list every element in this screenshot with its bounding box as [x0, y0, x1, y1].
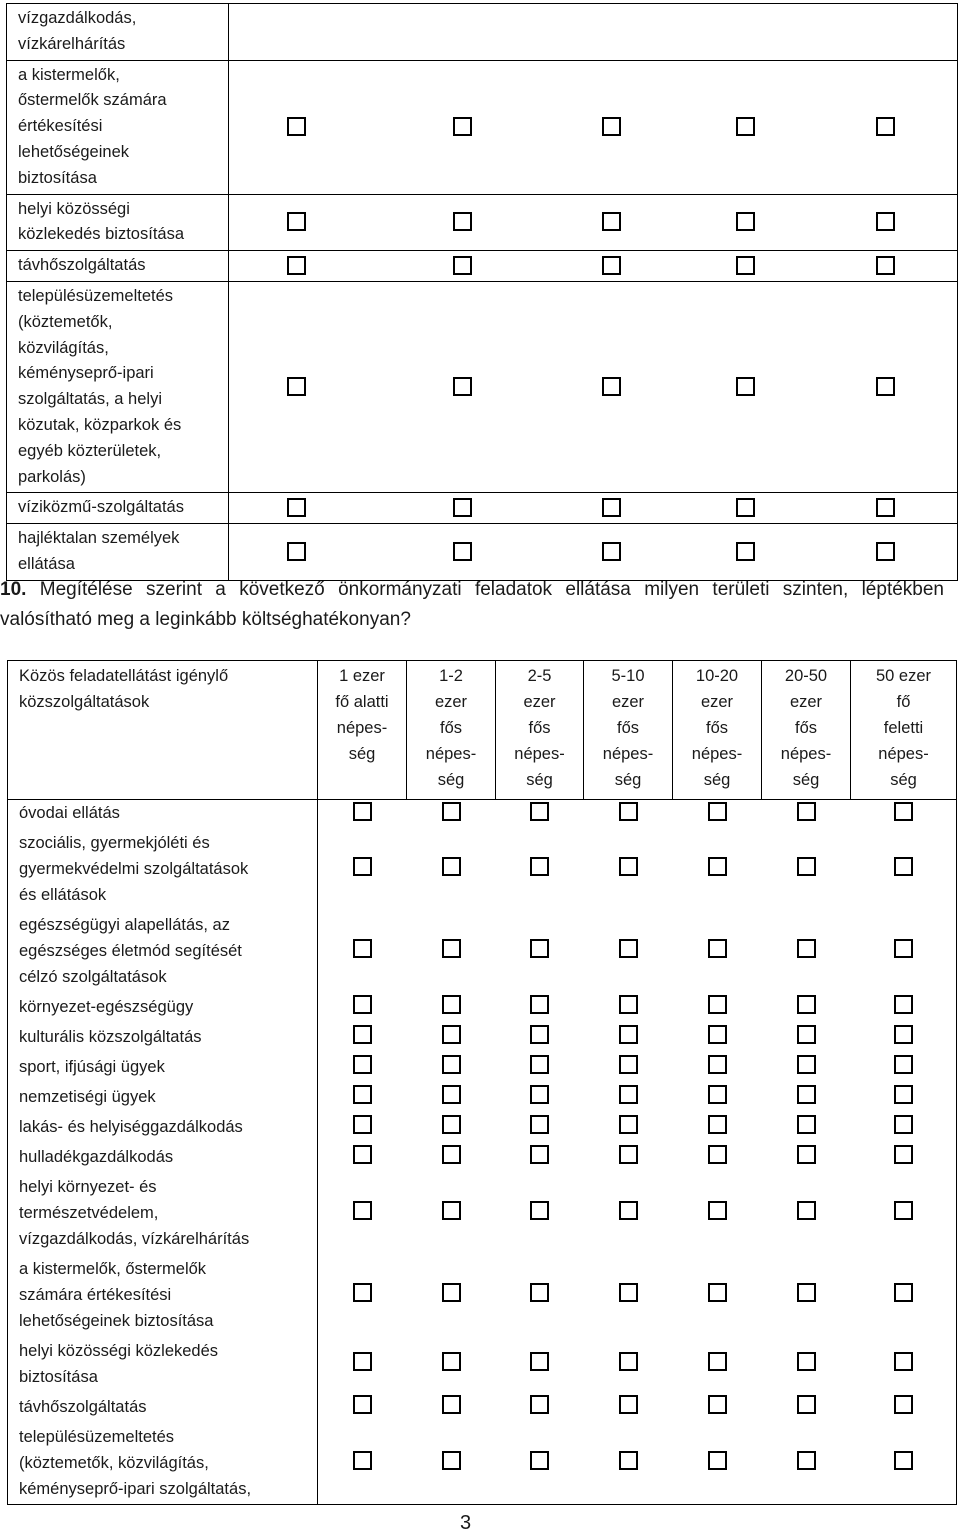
checkbox-group — [229, 281, 958, 492]
option-checkbox[interactable] — [708, 1283, 727, 1302]
table-row — [8, 1082, 957, 1112]
checkbox-cell — [762, 1112, 851, 1142]
checkbox-cell — [496, 1392, 584, 1422]
checkbox-cell — [851, 1022, 957, 1052]
option-checkbox[interactable] — [797, 1145, 816, 1164]
option-checkbox[interactable] — [442, 939, 461, 958]
checkbox-cell — [318, 1254, 407, 1336]
page-number: 3 — [460, 1512, 472, 1534]
option-checkbox[interactable] — [453, 256, 472, 275]
service-label: helyi közösségi közlekedés biztosítása — [8, 1336, 318, 1392]
table-row — [8, 1254, 957, 1336]
option-checkbox[interactable] — [530, 1145, 549, 1164]
option-checkbox[interactable] — [619, 1451, 638, 1470]
option-checkbox[interactable] — [530, 1055, 549, 1074]
option-checkbox[interactable] — [876, 117, 895, 136]
service-table-continued — [6, 3, 958, 581]
option-checkbox[interactable] — [453, 498, 472, 517]
checkbox-cell — [762, 1052, 851, 1082]
service-label: víziközmű-szolgáltatás — [7, 493, 229, 524]
option-checkbox[interactable] — [797, 1085, 816, 1104]
checkbox-cell — [851, 1052, 957, 1082]
checkbox-cell — [496, 1142, 584, 1172]
option-checkbox[interactable] — [353, 1395, 372, 1414]
checkbox-cell — [407, 1254, 496, 1336]
option-checkbox[interactable] — [287, 117, 306, 136]
table-row — [8, 992, 957, 1022]
option-checkbox[interactable] — [353, 1201, 372, 1220]
checkbox-cell — [584, 1022, 673, 1052]
checkbox-cell — [584, 1142, 673, 1172]
question-10 — [0, 575, 944, 635]
checkbox-cell — [407, 1082, 496, 1112]
option-checkbox[interactable] — [797, 857, 816, 876]
checkbox-cell — [762, 1142, 851, 1172]
option-checkbox[interactable] — [353, 1451, 372, 1470]
checkbox-cell — [407, 1422, 496, 1505]
option-checkbox[interactable] — [736, 377, 755, 396]
checkbox-cell — [673, 1052, 762, 1082]
option-checkbox[interactable] — [602, 498, 621, 517]
checkbox-cell — [584, 1172, 673, 1254]
option-checkbox[interactable] — [453, 117, 472, 136]
checkbox-cell — [318, 800, 407, 829]
checkbox-cell — [318, 1336, 407, 1392]
option-checkbox[interactable] — [708, 1395, 727, 1414]
option-checkbox[interactable] — [453, 377, 472, 396]
table-row — [7, 524, 958, 581]
table-row — [8, 1112, 957, 1142]
option-checkbox[interactable] — [619, 1283, 638, 1302]
checkbox-cell — [762, 1082, 851, 1112]
checkbox-cell — [318, 1172, 407, 1254]
option-checkbox[interactable] — [442, 1201, 461, 1220]
checkbox-cell — [496, 910, 584, 992]
checkbox-cell — [851, 1142, 957, 1172]
checkbox-cell — [762, 1022, 851, 1052]
checkbox-cell — [851, 1082, 957, 1112]
service-label: környezet-egészségügy — [8, 992, 318, 1022]
option-checkbox[interactable] — [894, 1395, 913, 1414]
checkbox-cell — [496, 1112, 584, 1142]
checkbox-group — [229, 524, 958, 581]
option-checkbox[interactable] — [353, 1085, 372, 1104]
option-checkbox[interactable] — [797, 1115, 816, 1134]
checkbox-cell — [584, 992, 673, 1022]
option-checkbox[interactable] — [619, 1085, 638, 1104]
checkbox-cell — [407, 1392, 496, 1422]
option-checkbox[interactable] — [797, 995, 816, 1014]
service-label: a kistermelők, őstermelők számára értékesítési lehetőségeinek biztosítása — [7, 60, 229, 194]
option-checkbox[interactable] — [894, 1025, 913, 1044]
checkbox-cell — [407, 1142, 496, 1172]
option-checkbox[interactable] — [708, 1201, 727, 1220]
option-checkbox[interactable] — [708, 1145, 727, 1164]
option-checkbox[interactable] — [619, 1201, 638, 1220]
option-checkbox[interactable] — [797, 1395, 816, 1414]
option-checkbox[interactable] — [602, 256, 621, 275]
option-checkbox[interactable] — [894, 1145, 913, 1164]
service-label: sport, ifjúsági ügyek — [8, 1052, 318, 1082]
option-checkbox[interactable] — [530, 1283, 549, 1302]
checkbox-cell — [673, 1022, 762, 1052]
option-checkbox[interactable] — [353, 995, 372, 1014]
service-label: egészségügyi alapellátás, az egészséges életmód segítését célzó szolgáltatások — [8, 910, 318, 992]
option-checkbox[interactable] — [602, 212, 621, 231]
option-checkbox[interactable] — [797, 1451, 816, 1470]
checkbox-cell — [318, 1422, 407, 1505]
option-checkbox[interactable] — [619, 1352, 638, 1371]
checkbox-cell — [584, 800, 673, 829]
option-checkbox[interactable] — [894, 1055, 913, 1074]
checkbox-cell — [318, 1082, 407, 1112]
option-checkbox[interactable] — [442, 1395, 461, 1414]
checkbox-group — [229, 194, 958, 251]
checkbox-cell — [851, 1254, 957, 1336]
service-label: helyi közösségi közlekedés biztosítása — [7, 194, 229, 251]
checkbox-cell — [318, 1142, 407, 1172]
checkbox-cell — [496, 1422, 584, 1505]
checkbox-cell — [673, 1392, 762, 1422]
option-checkbox[interactable] — [619, 1115, 638, 1134]
option-checkbox[interactable] — [708, 1451, 727, 1470]
header-population-3: 2-5 ezer fős népes- ség — [496, 661, 584, 800]
option-checkbox[interactable] — [353, 1352, 372, 1371]
checkbox-cell — [762, 1172, 851, 1254]
table-row — [8, 1336, 957, 1392]
option-checkbox[interactable] — [530, 857, 549, 876]
option-checkbox[interactable] — [530, 802, 549, 821]
option-checkbox[interactable] — [353, 939, 372, 958]
option-checkbox[interactable] — [797, 1201, 816, 1220]
option-checkbox[interactable] — [353, 1145, 372, 1164]
service-label: településüzemeltetés (köztemetők, közvilágítás, kéményseprő-ipari szolgáltatás, a helyi közutak, közparkok és egyéb közterületek, parkolás) — [7, 281, 229, 492]
service-label: településüzemeltetés (köztemetők, közvilágítás, kéményseprő-ipari szolgáltatás, — [8, 1422, 318, 1505]
option-checkbox[interactable] — [797, 1352, 816, 1371]
service-level-table — [7, 660, 957, 1505]
option-checkbox[interactable] — [530, 1451, 549, 1470]
option-checkbox[interactable] — [708, 1115, 727, 1134]
checkbox-cell — [318, 1112, 407, 1142]
header-population-4: 5-10 ezer fős népes- ség — [584, 661, 673, 800]
option-checkbox[interactable] — [876, 212, 895, 231]
question-number: 10. — [0, 579, 27, 600]
table-row — [7, 60, 958, 194]
table-row — [8, 828, 957, 910]
option-checkbox[interactable] — [708, 1055, 727, 1074]
checkbox-cell — [673, 1142, 762, 1172]
option-checkbox[interactable] — [876, 377, 895, 396]
option-checkbox[interactable] — [442, 857, 461, 876]
option-checkbox[interactable] — [442, 1145, 461, 1164]
option-checkbox[interactable] — [894, 995, 913, 1014]
table-row — [7, 194, 958, 251]
checkbox-cell — [496, 1172, 584, 1254]
table-header-row — [8, 661, 957, 800]
checkbox-cell — [584, 1052, 673, 1082]
table-row — [8, 910, 957, 992]
option-checkbox[interactable] — [353, 857, 372, 876]
table-row — [8, 1052, 957, 1082]
option-checkbox[interactable] — [287, 542, 306, 561]
option-checkbox[interactable] — [894, 802, 913, 821]
checkbox-group — [229, 251, 958, 282]
option-checkbox[interactable] — [876, 498, 895, 517]
checkbox-cell — [762, 800, 851, 829]
checkbox-cell — [762, 1422, 851, 1505]
option-checkbox[interactable] — [442, 802, 461, 821]
option-checkbox[interactable] — [442, 1085, 461, 1104]
option-checkbox[interactable] — [797, 939, 816, 958]
option-checkbox[interactable] — [287, 256, 306, 275]
checkbox-group — [229, 493, 958, 524]
checkbox-cell — [407, 1172, 496, 1254]
checkbox-cell — [407, 910, 496, 992]
option-checkbox[interactable] — [619, 939, 638, 958]
option-checkbox[interactable] — [708, 802, 727, 821]
option-checkbox[interactable] — [353, 1025, 372, 1044]
option-checkbox[interactable] — [894, 1352, 913, 1371]
checkbox-cell — [584, 1112, 673, 1142]
option-checkbox[interactable] — [797, 1055, 816, 1074]
table-row — [7, 493, 958, 524]
checkbox-cell — [673, 910, 762, 992]
option-checkbox[interactable] — [797, 1283, 816, 1302]
option-checkbox[interactable] — [453, 542, 472, 561]
checkbox-cell — [584, 1336, 673, 1392]
option-checkbox[interactable] — [602, 377, 621, 396]
service-label: a kistermelők, őstermelők számára értékesítési lehetőségeinek biztosítása — [8, 1254, 318, 1336]
header-population-1: 1 ezer fő alatti népes- ség — [318, 661, 407, 800]
option-checkbox[interactable] — [530, 1025, 549, 1044]
checkbox-cell — [673, 1112, 762, 1142]
option-checkbox[interactable] — [287, 377, 306, 396]
service-label: távhőszolgáltatás — [7, 251, 229, 282]
option-checkbox[interactable] — [894, 1115, 913, 1134]
checkbox-cell — [496, 1254, 584, 1336]
checkbox-cell — [673, 828, 762, 910]
option-checkbox[interactable] — [287, 212, 306, 231]
option-checkbox[interactable] — [442, 1283, 461, 1302]
option-checkbox[interactable] — [453, 212, 472, 231]
checkbox-cell — [851, 828, 957, 910]
service-label: szociális, gyermekjóléti és gyermekvédelmi szolgáltatások és ellátások — [8, 828, 318, 910]
option-checkbox[interactable] — [894, 1201, 913, 1220]
option-checkbox[interactable] — [894, 857, 913, 876]
option-checkbox[interactable] — [708, 939, 727, 958]
option-checkbox[interactable] — [708, 1085, 727, 1104]
option-checkbox[interactable] — [353, 1055, 372, 1074]
checkbox-cell — [496, 800, 584, 829]
table-row — [8, 1392, 957, 1422]
checkbox-cell — [496, 1052, 584, 1082]
table-row — [8, 1172, 957, 1254]
option-checkbox[interactable] — [797, 802, 816, 821]
option-checkbox[interactable] — [353, 802, 372, 821]
option-checkbox[interactable] — [530, 1201, 549, 1220]
option-checkbox[interactable] — [442, 1352, 461, 1371]
checkbox-cell — [318, 1392, 407, 1422]
option-checkbox[interactable] — [876, 256, 895, 275]
checkbox-cell — [762, 1336, 851, 1392]
checkbox-cell — [584, 1392, 673, 1422]
header-population-7: 50 ezer fő feletti népes- ség — [851, 661, 957, 800]
checkbox-cell — [318, 1022, 407, 1052]
checkbox-cell — [584, 1082, 673, 1112]
option-checkbox[interactable] — [708, 1352, 727, 1371]
option-checkbox[interactable] — [708, 995, 727, 1014]
checkbox-cell — [851, 1392, 957, 1422]
checkbox-cell — [318, 1052, 407, 1082]
option-checkbox[interactable] — [353, 1283, 372, 1302]
option-checkbox[interactable] — [708, 857, 727, 876]
option-checkbox[interactable] — [736, 542, 755, 561]
checkbox-cell — [673, 992, 762, 1022]
checkbox-cell — [407, 800, 496, 829]
checkbox-cell — [407, 1022, 496, 1052]
option-checkbox[interactable] — [736, 498, 755, 517]
checkbox-group — [229, 60, 958, 194]
option-checkbox[interactable] — [619, 1395, 638, 1414]
table-row — [8, 1422, 957, 1505]
service-label: óvodai ellátás — [8, 800, 318, 829]
option-checkbox[interactable] — [602, 542, 621, 561]
option-checkbox[interactable] — [736, 212, 755, 231]
checkbox-cell — [496, 1022, 584, 1052]
option-checkbox[interactable] — [894, 939, 913, 958]
checkbox-group — [229, 4, 958, 61]
option-checkbox[interactable] — [619, 802, 638, 821]
checkbox-cell — [496, 1082, 584, 1112]
option-checkbox[interactable] — [442, 1115, 461, 1134]
checkbox-cell — [762, 910, 851, 992]
question-text: Megítélése szerint a következő önkormányzati feladatok ellátása milyen területi szinten, léptékben valósítható meg a leginkább költséghatékonyan? — [0, 579, 944, 630]
checkbox-cell — [584, 828, 673, 910]
option-checkbox[interactable] — [530, 1395, 549, 1414]
option-checkbox[interactable] — [353, 1115, 372, 1134]
option-checkbox[interactable] — [736, 117, 755, 136]
checkbox-cell — [673, 1082, 762, 1112]
checkbox-cell — [762, 1392, 851, 1422]
checkbox-cell — [496, 828, 584, 910]
header-population-2: 1-2 ezer fős népes- ség — [407, 661, 496, 800]
checkbox-cell — [584, 1422, 673, 1505]
checkbox-cell — [407, 1336, 496, 1392]
option-checkbox[interactable] — [442, 1055, 461, 1074]
service-label: hajléktalan személyek ellátása — [7, 524, 229, 581]
checkbox-cell — [318, 992, 407, 1022]
header-population-5: 10-20 ezer fős népes- ség — [673, 661, 762, 800]
option-checkbox[interactable] — [442, 1025, 461, 1044]
option-checkbox[interactable] — [894, 1451, 913, 1470]
option-checkbox[interactable] — [287, 498, 306, 517]
checkbox-cell — [851, 1422, 957, 1505]
checkbox-cell — [407, 992, 496, 1022]
checkbox-cell — [851, 1172, 957, 1254]
option-checkbox[interactable] — [530, 1115, 549, 1134]
table-row — [7, 4, 958, 61]
option-checkbox[interactable] — [619, 857, 638, 876]
table-row — [8, 1022, 957, 1052]
service-label: nemzetiségi ügyek — [8, 1082, 318, 1112]
option-checkbox[interactable] — [602, 117, 621, 136]
checkbox-cell — [407, 1052, 496, 1082]
option-checkbox[interactable] — [530, 1352, 549, 1371]
checkbox-cell — [318, 828, 407, 910]
option-checkbox[interactable] — [530, 1085, 549, 1104]
checkbox-cell — [496, 1336, 584, 1392]
service-label: hulladékgazdálkodás — [8, 1142, 318, 1172]
option-checkbox[interactable] — [894, 1085, 913, 1104]
header-population-6: 20-50 ezer fős népes- ség — [762, 661, 851, 800]
checkbox-cell — [851, 992, 957, 1022]
option-checkbox[interactable] — [619, 995, 638, 1014]
table-row — [8, 1142, 957, 1172]
checkbox-cell — [673, 1254, 762, 1336]
checkbox-cell — [407, 1112, 496, 1142]
option-checkbox[interactable] — [530, 939, 549, 958]
option-checkbox[interactable] — [876, 542, 895, 561]
checkbox-cell — [407, 828, 496, 910]
option-checkbox[interactable] — [442, 995, 461, 1014]
checkbox-cell — [851, 1112, 957, 1142]
checkbox-cell — [673, 800, 762, 829]
checkbox-cell — [762, 828, 851, 910]
option-checkbox[interactable] — [619, 1145, 638, 1164]
table-row — [8, 800, 957, 829]
option-checkbox[interactable] — [708, 1025, 727, 1044]
service-label: kulturális közszolgáltatás — [8, 1022, 318, 1052]
service-label: távhőszolgáltatás — [8, 1392, 318, 1422]
checkbox-cell — [762, 992, 851, 1022]
checkbox-cell — [673, 1336, 762, 1392]
checkbox-cell — [318, 910, 407, 992]
checkbox-cell — [851, 1336, 957, 1392]
checkbox-cell — [762, 1254, 851, 1336]
checkbox-cell — [851, 910, 957, 992]
table-row — [7, 251, 958, 282]
checkbox-cell — [584, 1254, 673, 1336]
option-checkbox[interactable] — [530, 995, 549, 1014]
checkbox-cell — [673, 1422, 762, 1505]
option-checkbox[interactable] — [894, 1283, 913, 1302]
option-checkbox[interactable] — [619, 1055, 638, 1074]
service-label: lakás- és helyiséggazdálkodás — [8, 1112, 318, 1142]
option-checkbox[interactable] — [797, 1025, 816, 1044]
table-row — [7, 281, 958, 492]
option-checkbox[interactable] — [619, 1025, 638, 1044]
checkbox-cell — [851, 800, 957, 829]
checkbox-cell — [673, 1172, 762, 1254]
header-service-column: Közös feladatellátást igénylő közszolgáltatások — [8, 661, 318, 800]
option-checkbox[interactable] — [442, 1451, 461, 1470]
option-checkbox[interactable] — [736, 256, 755, 275]
service-label: vízgazdálkodás, vízkárelhárítás — [7, 4, 229, 61]
checkbox-cell — [496, 992, 584, 1022]
service-label: helyi környezet- és természetvédelem, vízgazdálkodás, vízkárelhárítás — [8, 1172, 318, 1254]
checkbox-cell — [584, 910, 673, 992]
